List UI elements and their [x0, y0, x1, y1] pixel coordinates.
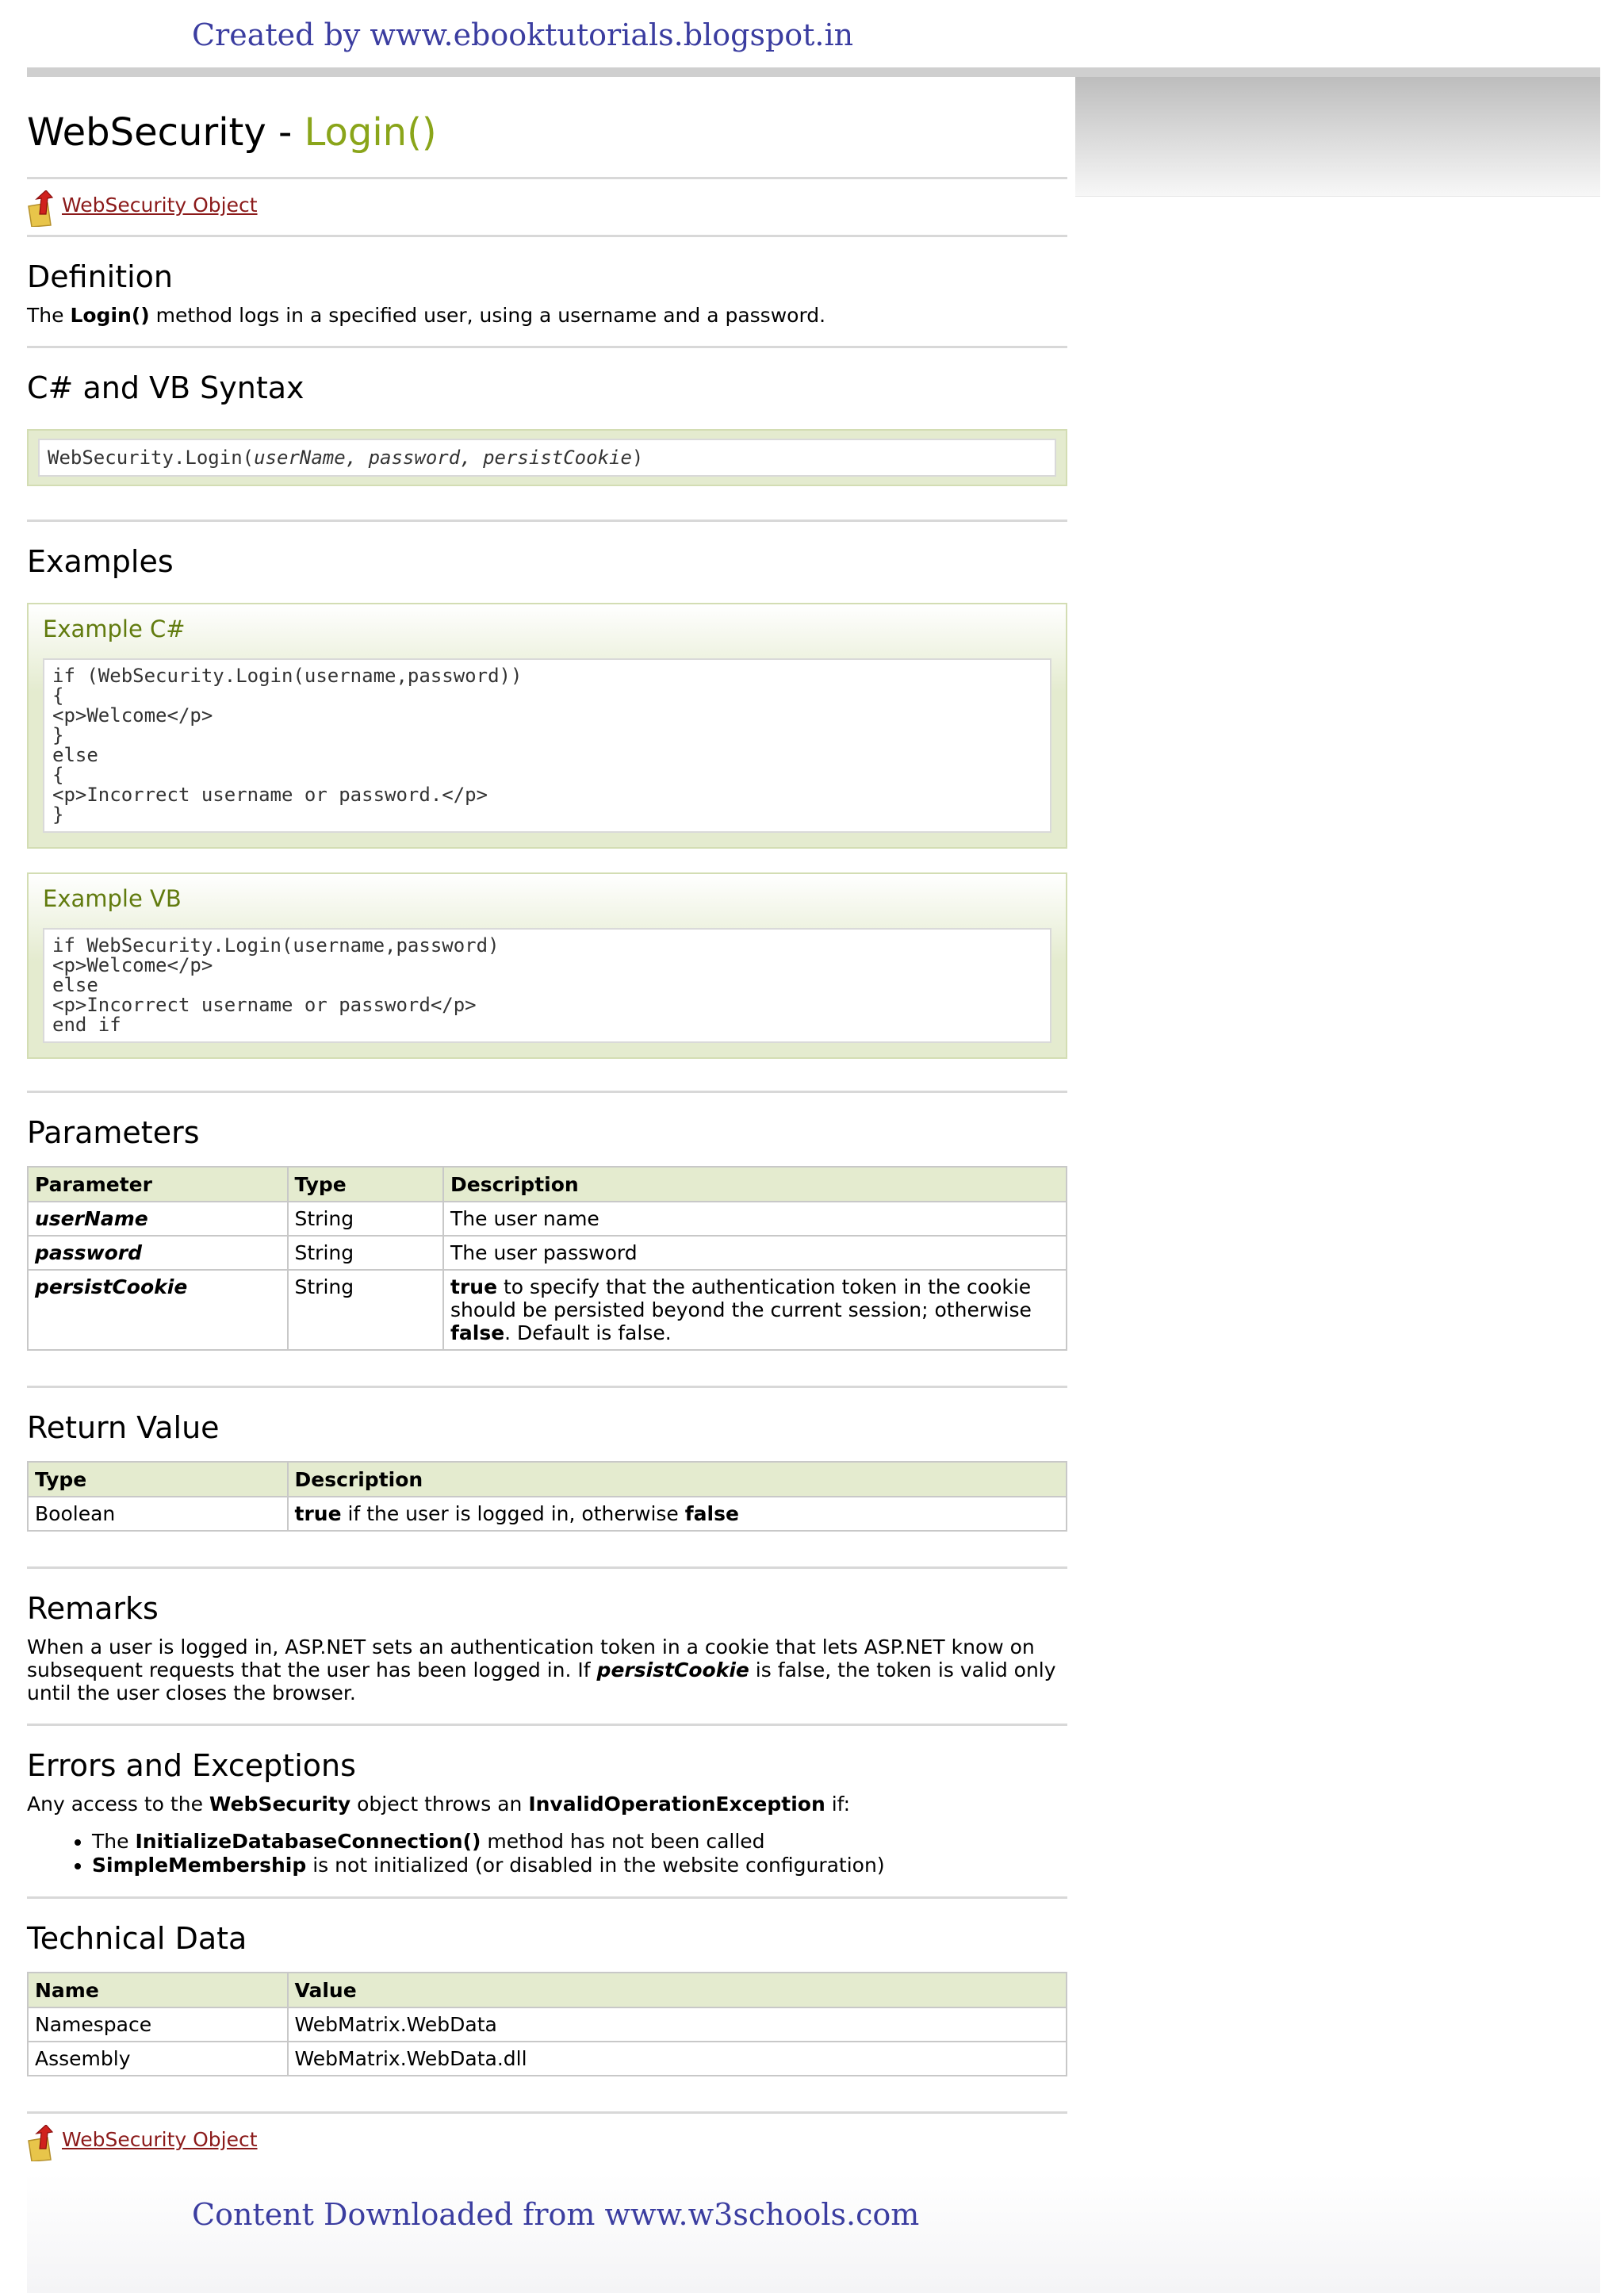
nav-bottom — [27, 2114, 1067, 2169]
return-heading: Return Value — [27, 1410, 220, 1445]
up-arrow-folder-icon — [27, 190, 60, 227]
column-header: Value — [288, 1973, 1067, 2007]
return-table — [27, 1461, 1067, 1532]
examples-heading: Examples — [27, 544, 174, 579]
parameters-heading: Parameters — [27, 1115, 200, 1150]
table-header-row — [28, 1167, 1067, 1202]
websecurity-object-link[interactable]: WebSecurity Object — [62, 194, 258, 217]
column-header: Name — [28, 1973, 288, 2007]
example-vb — [27, 872, 1067, 1059]
example-vb-code: if WebSecurity.Login(username,password) <p>Welcome</p> else <p>Incorrect username or password</p> end if — [43, 928, 1051, 1043]
remarks-heading: Remarks — [27, 1591, 159, 1626]
remarks-text: When a user is logged in, ASP.NET sets an authentication token in a cookie that lets ASP.NET know on subsequent requests that the user has been logged in. If persistCookie is false, the token is valid only until the user closes the browser. — [27, 1635, 1056, 1704]
tech-name: Assembly — [28, 2042, 288, 2076]
bottom-banner-text: Content Downloaded from www.w3schools.com — [192, 2197, 920, 2232]
websecurity-object-link[interactable]: WebSecurity Object — [62, 2128, 258, 2151]
parameters-table — [27, 1166, 1067, 1351]
tech-value: WebMatrix.WebData.dll — [288, 2042, 1067, 2076]
param-desc: The user name — [443, 1202, 1067, 1236]
errors-list — [27, 1830, 1067, 1877]
param-name: userName — [28, 1202, 288, 1236]
tech-name: Namespace — [28, 2007, 288, 2042]
return-type: Boolean — [28, 1497, 288, 1531]
example-vb-title: Example VB — [43, 885, 182, 912]
header-bar — [27, 67, 1600, 77]
syntax-box — [27, 429, 1067, 486]
example-csharp — [27, 603, 1067, 849]
column-header: Description — [443, 1167, 1067, 1202]
return-desc: true if the user is logged in, otherwise false — [288, 1497, 1067, 1531]
list-item: • The InitializeDatabaseConnection() method has not been called — [92, 1830, 1067, 1854]
definition-heading: Definition — [27, 259, 174, 294]
table-row — [28, 1270, 1067, 1350]
errors-text: Any access to the WebSecurity object throws an InvalidOperationException if: — [27, 1793, 851, 1816]
example-csharp-title: Example C# — [43, 615, 186, 642]
main-content — [27, 77, 1067, 2169]
table-row — [28, 1202, 1067, 1236]
top-banner-text: Created by www.ebooktutorials.blogspot.in — [192, 17, 854, 52]
column-header: Type — [288, 1167, 444, 1202]
param-type: String — [288, 1270, 444, 1350]
param-type: String — [288, 1202, 444, 1236]
table-header-row — [28, 1973, 1067, 2007]
table-row — [28, 2042, 1067, 2076]
column-header: Parameter — [28, 1167, 288, 1202]
param-type: String — [288, 1236, 444, 1270]
up-arrow-folder-icon — [27, 2125, 60, 2161]
syntax-code: WebSecurity.Login(userName, password, persistCookie) — [38, 439, 1056, 477]
title-function: Login() — [304, 110, 437, 155]
param-desc: true to specify that the authentication token in the cookie should be persisted beyond the current session; otherwise false. Default is false. — [443, 1270, 1067, 1350]
page-title — [27, 77, 1067, 177]
table-row — [28, 1497, 1067, 1531]
title-prefix: WebSecurity - — [27, 110, 304, 155]
param-name: persistCookie — [28, 1270, 288, 1350]
param-desc: The user password — [443, 1236, 1067, 1270]
nav-top — [27, 179, 1067, 235]
footer-shade — [27, 2173, 1600, 2293]
syntax-heading: C# and VB Syntax — [27, 370, 304, 405]
column-header: Type — [28, 1462, 288, 1497]
errors-heading: Errors and Exceptions — [27, 1748, 356, 1783]
technical-heading: Technical Data — [27, 1921, 247, 1956]
table-row — [28, 1236, 1067, 1270]
definition-text: The Login() method logs in a specified user, using a username and a password. — [27, 304, 826, 327]
param-name: password — [28, 1236, 288, 1270]
table-header-row — [28, 1462, 1067, 1497]
side-gradient — [1075, 77, 1600, 197]
technical-table — [27, 1972, 1067, 2076]
list-item: • SimpleMembership is not initialized (or disabled in the website configuration) — [92, 1854, 1067, 1877]
column-header: Description — [288, 1462, 1067, 1497]
tech-value: WebMatrix.WebData — [288, 2007, 1067, 2042]
table-row — [28, 2007, 1067, 2042]
example-csharp-code: if (WebSecurity.Login(username,password)) { <p>Welcome</p> } else { <p>Incorrect username or password.</p> } — [43, 658, 1051, 833]
